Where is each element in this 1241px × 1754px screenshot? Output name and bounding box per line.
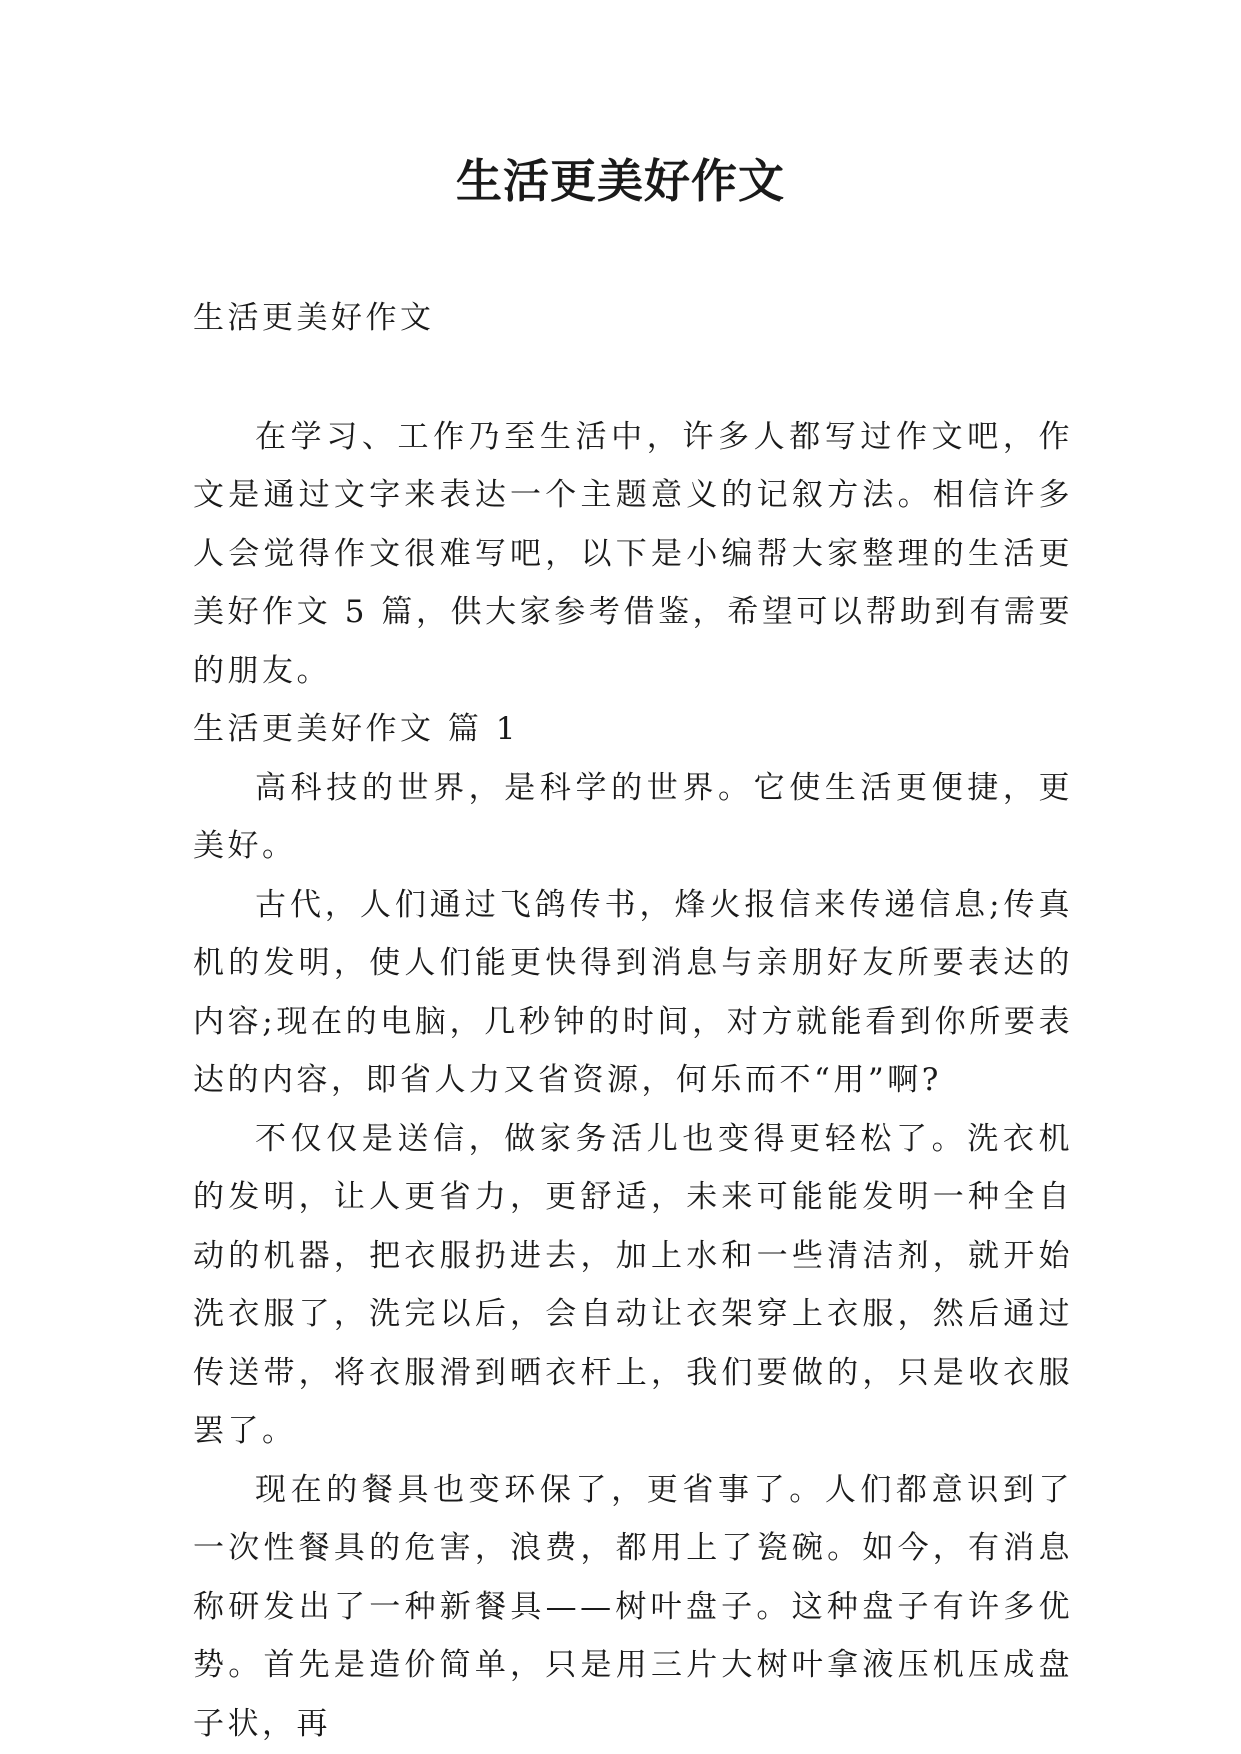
- document-body: [193, 289, 1073, 1753]
- intro-paragraph: 在学习、工作乃至生活中，许多人都写过作文吧，作文是通过文字来表达一个主题意义的记叙方法。相信许多人会觉得作文很难写吧，以下是小编帮大家整理的生活更美好作文 5 篇，供大家参考借鉴，希望可以帮助到有需要的朋友。: [193, 418, 1073, 689]
- document-title: 生活更美好作文: [456, 154, 785, 208]
- body-paragraph: 古代，人们通过飞鸽传书，烽火报信来传递信息;传真机的发明，使人们能更快得到消息与亲朋好友所要表达的内容;现在的电脑，几秒钟的时间，对方就能看到你所要表达的内容，即省人力又省资源，何乐而不“用”啊?: [193, 886, 1073, 1098]
- blank-line: [193, 348, 1073, 408]
- body-paragraph: 不仅仅是送信，做家务活儿也变得更轻松了。洗衣机的发明，让人更省力，更舒适，未来可能能发明一种全自动的机器，把衣服扔进去，加上水和一些清洁剂，就开始洗衣服了，洗完以后，会自动让衣架穿上衣服，然后通过传送带，将衣服滑到晒衣杆上，我们要做的，只是收衣服罢了。: [193, 1120, 1073, 1449]
- body-paragraph: 现在的餐具也变环保了，更省事了。人们都意识到了一次性餐具的危害，浪费，都用上了瓷碗。如今，有消息称研发出了一种新餐具——树叶盘子。这种盘子有许多优势。首先是造价简单，只是用三片大树叶拿液压机压成盘子状，再: [193, 1471, 1073, 1742]
- section-heading: 生活更美好作文 篇 1: [193, 711, 519, 747]
- document-subtitle: 生活更美好作文: [193, 300, 435, 336]
- body-paragraph: 高科技的世界，是科学的世界。它使生活更便捷，更美好。: [193, 769, 1073, 864]
